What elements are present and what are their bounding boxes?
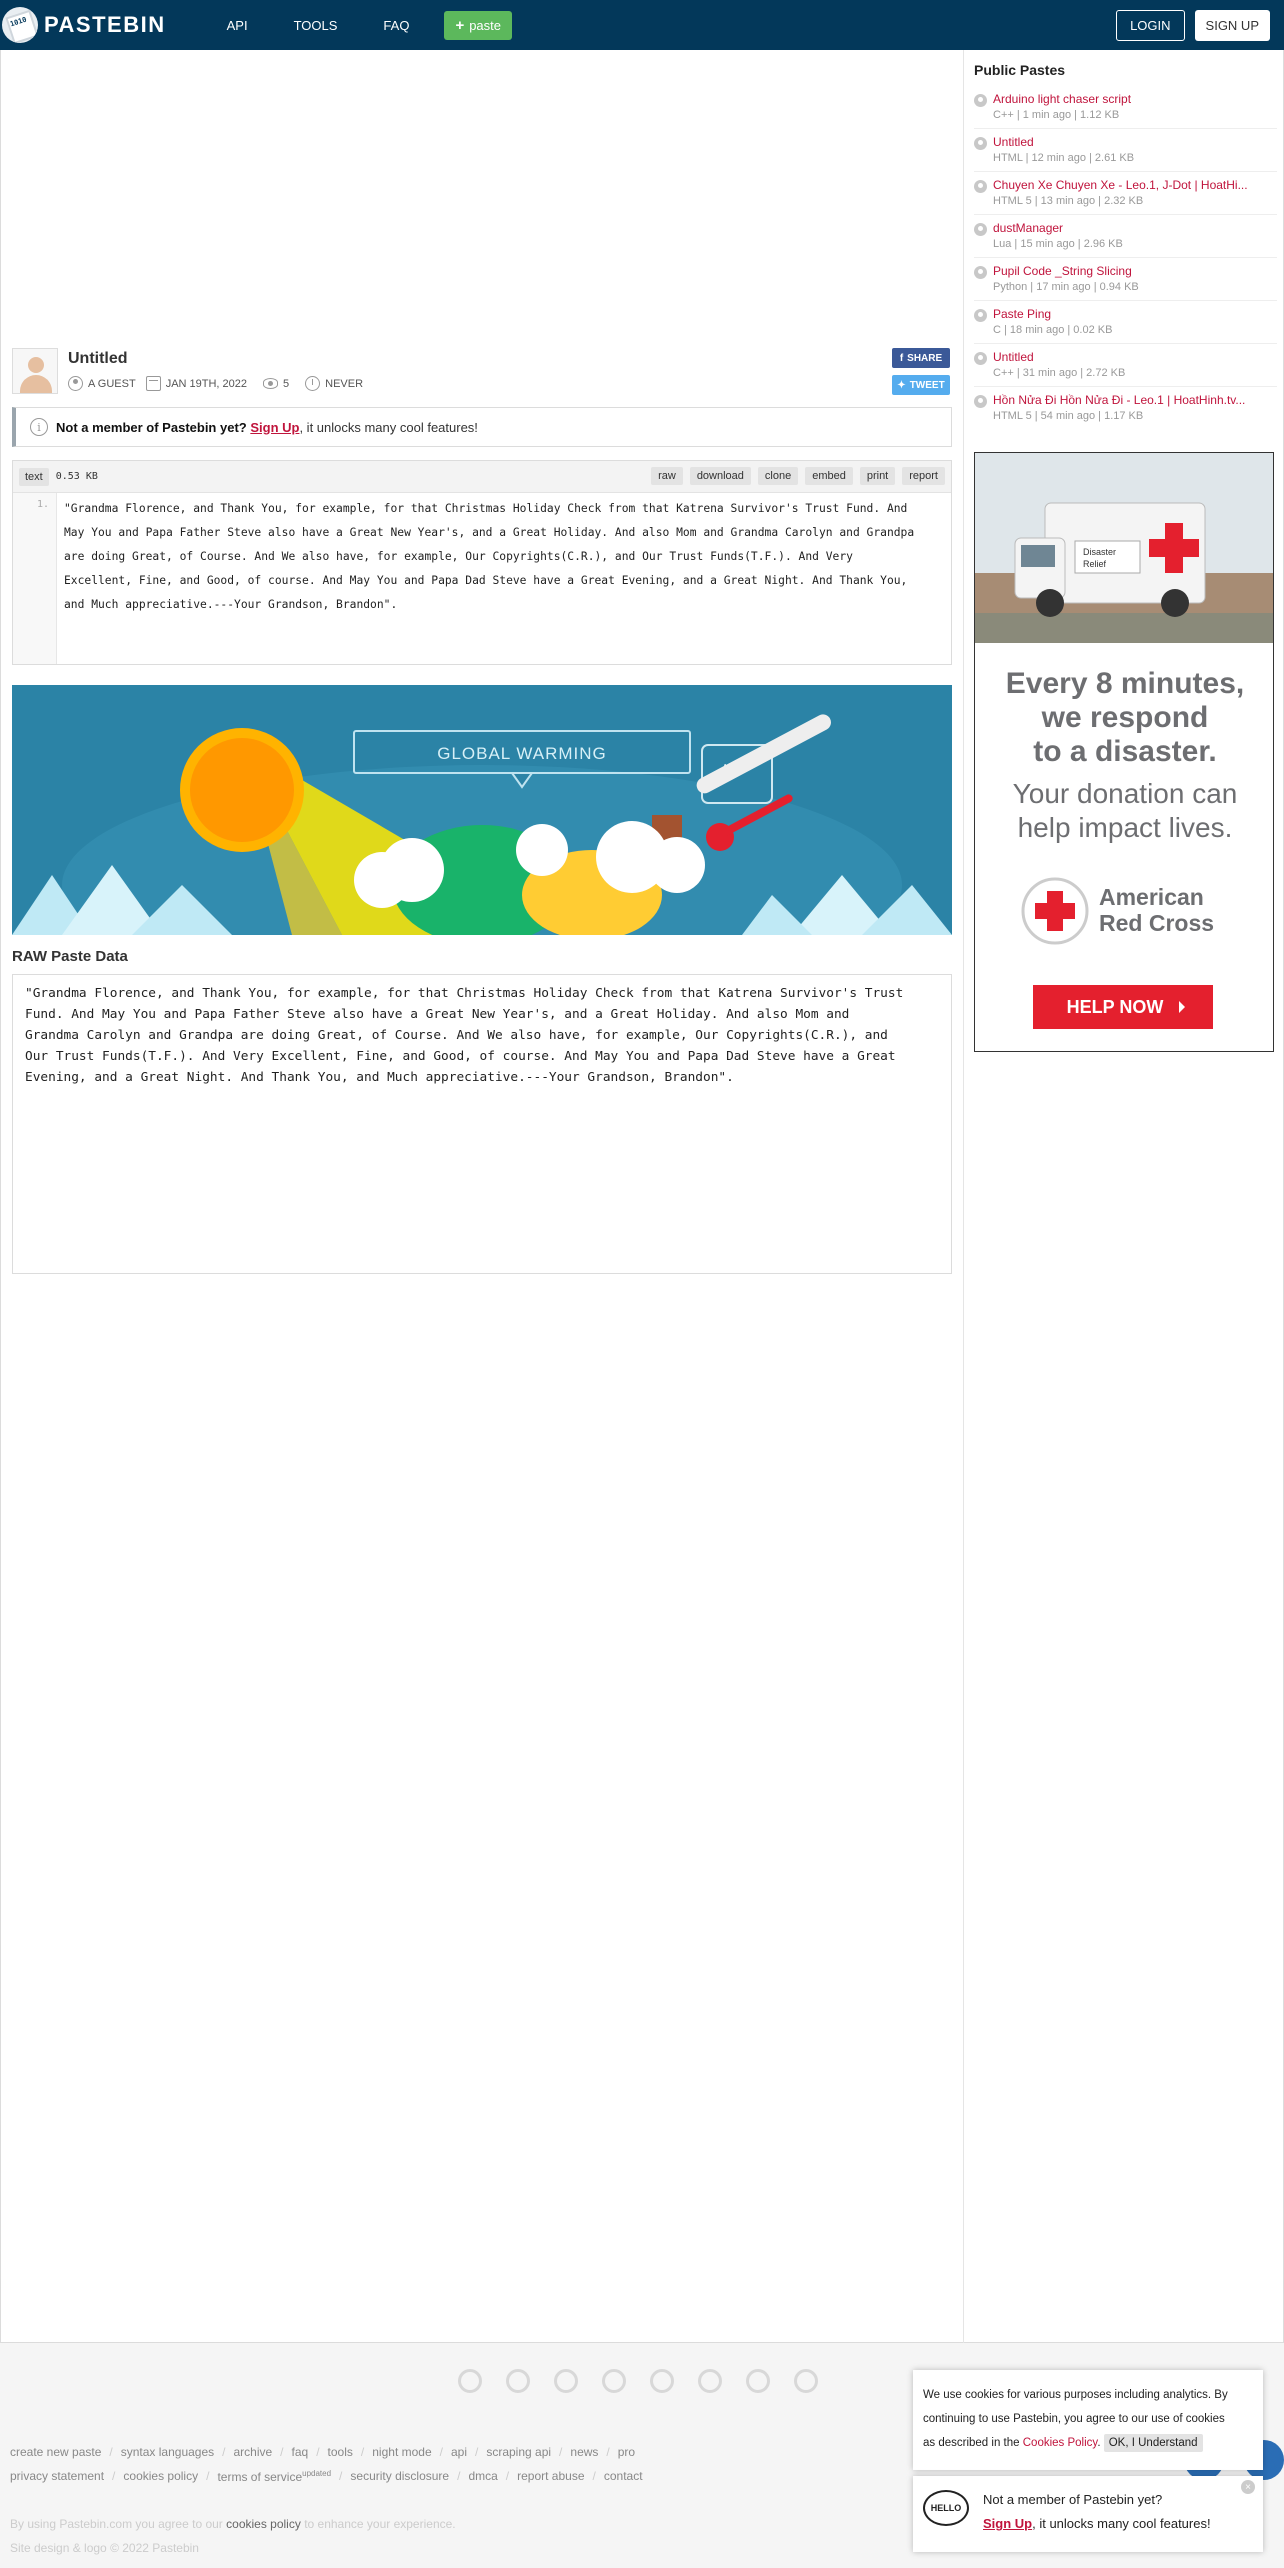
pastebin-logo-icon (2, 7, 38, 43)
code-toolbar (13, 461, 951, 493)
report-button[interactable]: report (902, 467, 945, 485)
page-frame (0, 50, 1284, 2343)
globe-icon (974, 352, 987, 365)
notice-signup-link[interactable]: Sign Up (250, 419, 300, 435)
browser-icons (458, 2369, 818, 2393)
globe-icon (974, 223, 987, 236)
paste-meta: HTML 5 | 54 min ago | 1.17 KB (993, 410, 1144, 422)
footer-link[interactable]: tools (327, 2445, 353, 2459)
sidebar (963, 50, 1277, 2343)
cookies-policy-link[interactable]: cookies policy (226, 2517, 301, 2531)
list-item (974, 129, 1277, 172)
clock-icon (305, 376, 320, 391)
footer-link[interactable]: night mode (372, 2445, 432, 2459)
cookies-policy-link[interactable]: Cookies Policy (1022, 2437, 1098, 2449)
signup-notice (12, 407, 952, 447)
linux-icon[interactable] (794, 2369, 818, 2393)
banner-title: GLOBAL WARMING (437, 744, 607, 763)
paste-info (12, 348, 952, 398)
svg-text:Your donation can: Your donation can (1012, 778, 1238, 809)
paste-meta: C++ | 1 min ago | 1.12 KB (993, 109, 1120, 121)
list-item (974, 344, 1277, 387)
raw-line: Grandma Carolyn and Grandpa are doing Great, of Course. And We also have, for example, Our Copyrights(C.R.), and (25, 1028, 888, 1043)
info-icon: i (30, 418, 48, 436)
raw-button[interactable]: raw (651, 467, 683, 485)
raw-line: Fund. And May You and Papa Father Steve also have a Great New Year's, and a Great Holiday. And also Mom and (25, 1007, 850, 1022)
svg-text:to a disaster.: to a disaster. (1033, 735, 1217, 768)
footer-link[interactable]: scraping api (486, 2445, 552, 2459)
svg-text:HELP NOW: HELP NOW (1066, 997, 1164, 1017)
footer-link[interactable]: archive (233, 2445, 273, 2459)
list-item (974, 172, 1277, 215)
red-cross-logo-icon (1023, 879, 1087, 943)
svg-text:Relief: Relief (1083, 559, 1107, 569)
footer-link[interactable]: syntax languages (120, 2445, 215, 2459)
firefox-icon[interactable] (506, 2369, 530, 2393)
expiry: NEVER (325, 377, 364, 390)
footer-link[interactable]: news (570, 2445, 599, 2459)
calendar-icon (146, 376, 161, 391)
cookie-ok-button[interactable]: OK, I Understand (1104, 2434, 1203, 2452)
android-icon[interactable] (650, 2369, 674, 2393)
global-warming-banner[interactable] (12, 685, 952, 935)
copyright: Site design & logo © 2022 Pastebin (10, 2541, 199, 2555)
clone-button[interactable]: clone (758, 467, 798, 485)
paste-title: Untitled (68, 350, 128, 367)
signup-popup-link[interactable]: Sign Up (983, 2516, 1033, 2531)
footer-link[interactable]: privacy statement (10, 2469, 105, 2483)
raw-line: "Grandma Florence, and Thank You, for example, for that Christmas Holiday Check from that Katrena Survivor's Trust (25, 986, 904, 1001)
paste-meta: HTML | 12 min ago | 2.61 KB (993, 152, 1135, 164)
code-line: Excellent, Fine, and Good, of course. And May You and Papa Dad Steve have a Great Evening, and a Great Night. And Thank You, (64, 574, 908, 587)
list-item (974, 215, 1277, 258)
cookie-text: as described in the (923, 2437, 1020, 2449)
paste-meta: C | 18 min ago | 0.02 KB (993, 324, 1113, 336)
ios-icon[interactable] (554, 2369, 578, 2393)
svg-text:help impact lives.: help impact lives. (1017, 812, 1233, 843)
raw-line: Evening, and a Great Night. And Thank You, and Much appreciative.---Your Grandson, Brandon". (25, 1070, 734, 1085)
cookie-text: continuing to use Pastebin, you agree to our use of cookies (923, 2413, 1225, 2425)
footer-link[interactable]: terms of service (217, 2470, 303, 2484)
user-icon (68, 376, 83, 391)
syntax-tag[interactable]: text (19, 468, 49, 486)
globe-icon (974, 266, 987, 279)
globe-icon (974, 94, 987, 107)
signup-popup-rest: , it unlocks many cool features! (1032, 2516, 1211, 2531)
line-number: 1. (13, 493, 57, 664)
opera-icon[interactable] (746, 2369, 770, 2393)
globe-icon (974, 395, 987, 408)
code-line: are doing Great, of Course. And We also have, for example, Our Copyrights(C.R.), and Our Trust Funds(T.F.). And Very (64, 550, 853, 563)
facebook-icon: f (899, 352, 904, 364)
new-paste-button[interactable] (444, 11, 512, 40)
twitter-tweet-button[interactable]: ✦ TWEET (892, 375, 950, 395)
print-button[interactable]: print (860, 467, 895, 485)
paste-link[interactable]: Untitled (993, 350, 1034, 364)
footer-link[interactable]: dmca (468, 2469, 498, 2483)
updated-badge: updated (302, 2469, 332, 2478)
footer-link[interactable]: faq (291, 2445, 309, 2459)
close-icon[interactable]: × (1241, 2480, 1255, 2494)
list-item (974, 301, 1277, 344)
footer-link[interactable]: security disclosure (350, 2469, 450, 2483)
sun-icon (180, 728, 304, 852)
notice-rest: , it unlocks many cool features! (299, 419, 478, 435)
paste-link[interactable]: Chuyen Xe Chuyen Xe - Leo.1, J-Dot | HoatHi... (993, 178, 1248, 192)
list-item (974, 86, 1277, 129)
chrome-icon[interactable] (458, 2369, 482, 2393)
paste-meta: C++ | 31 min ago | 2.72 KB (993, 367, 1126, 379)
plus-icon: + (455, 16, 465, 34)
paste-link[interactable]: Paste Ping (993, 307, 1052, 321)
raw-line: Our Trust Funds(T.F.). And Very Excellent, Fine, and Good, of course. And May You and Papa Dad Steve have a Great (25, 1049, 896, 1064)
paste-link[interactable]: Pupil Code _String Slicing (993, 264, 1132, 278)
paste-link[interactable]: dustManager (993, 221, 1064, 235)
avatar (12, 348, 58, 394)
footer-link[interactable]: cookies policy (123, 2469, 199, 2483)
windows-icon[interactable] (602, 2369, 626, 2393)
code-viewer (12, 460, 952, 665)
author-link[interactable]: A GUEST (88, 377, 136, 390)
notice-lead: Not a member of Pastebin yet? (56, 419, 247, 435)
code-line: and Much appreciative.---Your Grandson, Brandon". (64, 598, 398, 611)
twitter-icon: ✦ (897, 379, 906, 391)
svg-text:American: American (1099, 884, 1204, 910)
footer-link[interactable]: api (450, 2445, 467, 2459)
svg-text:we respond: we respond (1041, 701, 1209, 734)
paste-link[interactable]: Untitled (993, 135, 1034, 149)
signup-popup-lead: Not a member of Pastebin yet? (983, 2492, 1163, 2507)
globe-icon (974, 180, 987, 193)
code-content[interactable] (57, 493, 923, 664)
globe-icon (974, 309, 987, 322)
new-paste-label: paste (469, 17, 502, 33)
list-item (974, 387, 1277, 430)
download-button[interactable]: download (690, 467, 751, 485)
paste-date: JAN 19TH, 2022 (165, 377, 248, 390)
signup-button[interactable]: SIGN UP (1195, 10, 1270, 41)
nav-api[interactable]: API (226, 17, 248, 33)
paste-link[interactable]: Arduino light chaser script (993, 92, 1132, 106)
footer-link[interactable]: report abuse (517, 2469, 585, 2483)
list-item (974, 258, 1277, 301)
view-count: 5 (283, 377, 290, 390)
hello-bubble-icon: HELLO (923, 2490, 969, 2526)
footer-links-row1: create new paste / syntax languages / archive / faq / tools / night mode / api / scraping api / news / pro (10, 2445, 636, 2459)
paste-meta: HTML 5 | 13 min ago | 2.32 KB (993, 195, 1144, 207)
eye-icon (263, 378, 278, 389)
footer-links-row2: privacy statement / cookies policy / terms of service$^{updated}$ / security disclosure / dmca / report abuse / contact (10, 2469, 643, 2484)
paste-meta: Python | 17 min ago | 0.94 KB (993, 281, 1139, 293)
footer-link[interactable]: create new paste (10, 2445, 102, 2459)
paste-link[interactable]: Hồn Nửa Đi Hồn Nửa Đi - Leo.1 | HoatHinh.tv... (993, 393, 1246, 407)
svg-text:Disaster: Disaster (1083, 547, 1117, 557)
footer-link[interactable]: pro (617, 2445, 636, 2459)
logo[interactable] (2, 7, 166, 43)
svg-text:Every 8 minutes,: Every 8 minutes, (1005, 667, 1245, 700)
login-button[interactable]: LOGIN (1116, 10, 1184, 41)
raw-paste-title: RAW Paste Data (12, 948, 128, 965)
globe-icon (974, 137, 987, 150)
embed-button[interactable]: embed (805, 467, 853, 485)
public-pastes-list (974, 86, 1277, 430)
red-cross-ad[interactable] (974, 452, 1274, 1052)
mac-icon[interactable] (698, 2369, 722, 2393)
code-line: "Grandma Florence, and Thank You, for example, for that Christmas Holiday Check from that Katrena Survivor's Trust Fund. And (64, 502, 908, 515)
logo-text: PASTEBIN (44, 12, 166, 37)
signup-popup (913, 2476, 1263, 2552)
cookie-text: We use cookies for various purposes including analytics. By (923, 2389, 1228, 2401)
code-line: May You and Papa Father Steve also have a Great New Year's, and a Great Holiday. And also Mom and Grandma Carolyn and Grandpa (64, 526, 915, 539)
footer-link[interactable]: contact (603, 2469, 643, 2483)
nav-tools[interactable]: TOOLS (293, 17, 338, 33)
top-header (0, 0, 1284, 50)
raw-paste-textarea[interactable] (12, 974, 952, 1274)
main-nav (204, 11, 512, 40)
cookie-agreement-text: By using Pastebin.com you agree to our cookies policy to enhance your experience. (10, 2517, 456, 2531)
nav-faq[interactable]: FAQ (383, 17, 410, 33)
paste-meta (68, 376, 363, 391)
cookie-consent-popup: We use cookies for various purposes including analytics. By continuing to use Pastebin, you agree to our use of cookies as described in the Cookies Policy. OK, I Understand (913, 2370, 1263, 2470)
public-pastes-title: Public Pastes (974, 62, 1066, 78)
facebook-share-button[interactable]: f SHARE (892, 348, 950, 368)
paste-meta: Lua | 15 min ago | 2.96 KB (993, 238, 1123, 250)
svg-text:Red Cross: Red Cross (1099, 910, 1215, 936)
paste-size: 0.53 KB (55, 471, 98, 482)
